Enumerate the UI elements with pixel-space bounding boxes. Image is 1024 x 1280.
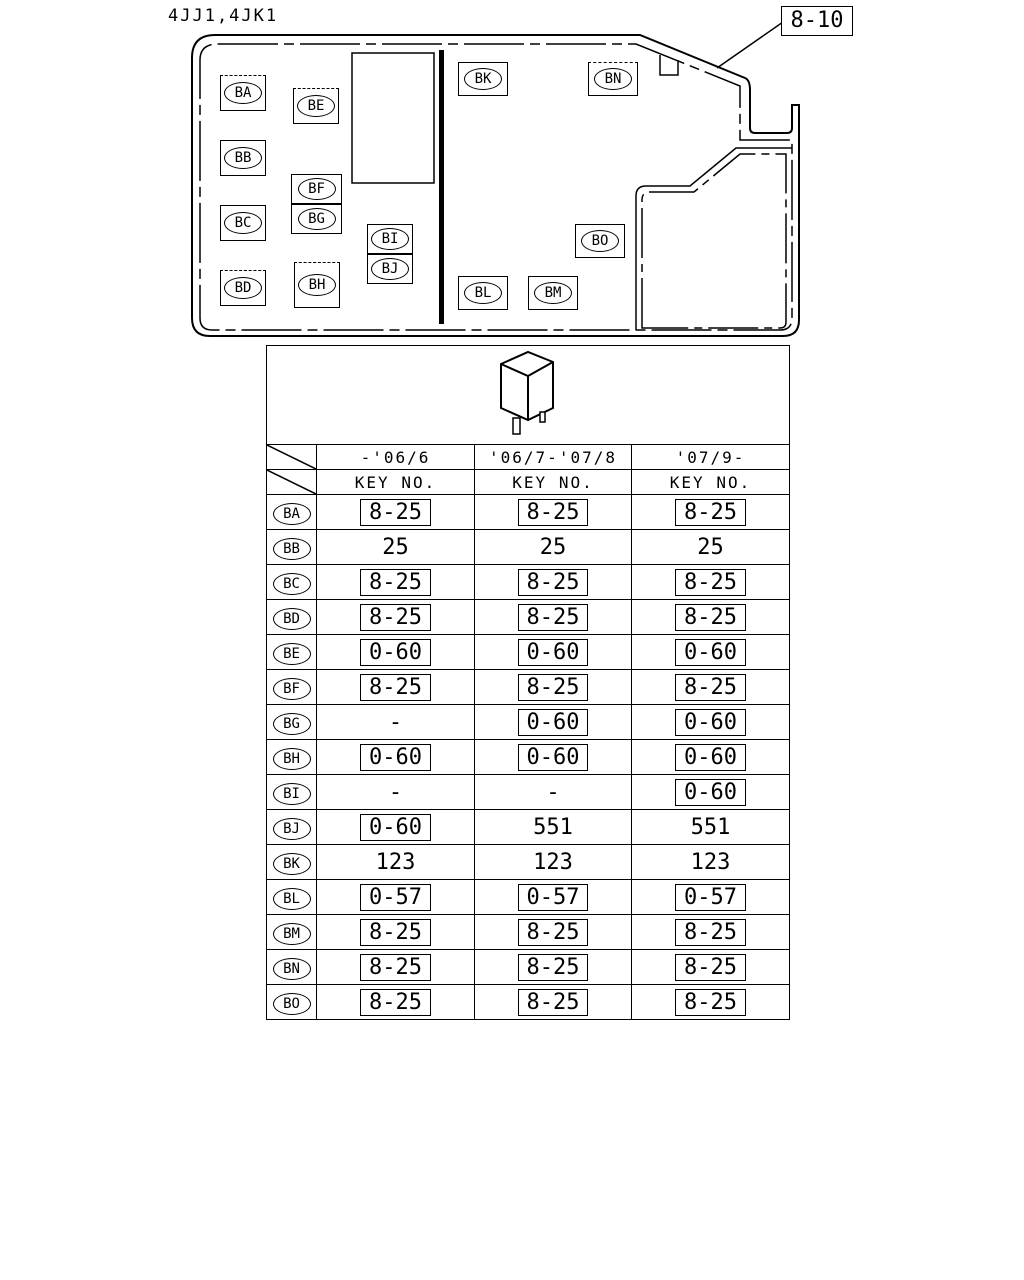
relay-slot-ba [220, 75, 266, 111]
table-row [267, 950, 790, 985]
key-number-cell [475, 810, 632, 845]
relay-illustration-row [267, 346, 790, 445]
relay-label-bk: BK [464, 68, 502, 90]
key-number-cell [317, 915, 475, 950]
table-body [267, 495, 790, 1020]
relay-slot-bh [294, 262, 340, 308]
key-number-boxed: 8-25 [360, 674, 431, 701]
key-number-cell [475, 985, 632, 1020]
key-number-boxed: 8-25 [360, 569, 431, 596]
relay-label-bi: BI [371, 228, 409, 250]
key-number: - [546, 779, 560, 805]
key-number-cell [632, 530, 790, 565]
key-number-cell [475, 530, 632, 565]
key-number-boxed: 8-25 [675, 989, 746, 1016]
key-number-cell [475, 950, 632, 985]
relay-slot-bf [291, 174, 342, 204]
key-number-cell [632, 880, 790, 915]
relay-slot-bg [291, 204, 342, 234]
key-number-cell [475, 880, 632, 915]
key-number-boxed: 8-25 [518, 499, 589, 526]
relay-slot-bm [528, 276, 578, 310]
corner-cell [267, 470, 317, 495]
key-number-boxed: 0-60 [518, 744, 589, 771]
key-number: 123 [375, 849, 416, 875]
key-number-boxed: 8-25 [675, 954, 746, 981]
corner-cell [267, 445, 317, 470]
key-number-cell [475, 635, 632, 670]
row-label-cell [267, 635, 317, 670]
relay-slot-bk [458, 62, 508, 96]
key-number-boxed: 0-60 [675, 709, 746, 736]
table-row [267, 670, 790, 705]
key-number-boxed: 0-60 [675, 639, 746, 666]
relay-label-bo: BO [581, 230, 619, 252]
row-label-cell [267, 985, 317, 1020]
diagonal-line [267, 445, 316, 469]
key-number-cell [317, 530, 475, 565]
key-number-cell [632, 565, 790, 600]
period-header: -'06/6 [317, 445, 475, 470]
key-number-boxed: 8-25 [360, 954, 431, 981]
row-relay-label: BG [273, 713, 311, 735]
row-label-cell [267, 670, 317, 705]
table-row [267, 740, 790, 775]
key-number-cell [632, 705, 790, 740]
table-row [267, 915, 790, 950]
key-number-cell [632, 635, 790, 670]
relay-slot-bn [588, 62, 638, 96]
fuse-box-outline [0, 0, 1024, 345]
key-number-cell [632, 915, 790, 950]
key-number: 123 [533, 849, 573, 875]
key-number-cell [632, 495, 790, 530]
relay-label-bl: BL [464, 282, 502, 304]
key-number-boxed: 8-25 [675, 674, 746, 701]
relay-illustration-cell [267, 346, 790, 445]
key-number-cell [317, 495, 475, 530]
key-number-cell [317, 810, 475, 845]
relay-label-be: BE [297, 95, 335, 117]
row-relay-label: BI [273, 783, 311, 805]
relay-label-bn: BN [594, 68, 632, 90]
row-label-cell [267, 810, 317, 845]
table-row [267, 985, 790, 1020]
table-row [267, 810, 790, 845]
relay-slot-bd [220, 270, 266, 306]
row-label-cell [267, 775, 317, 810]
row-relay-label: BD [273, 608, 311, 630]
relay-label-bb: BB [224, 147, 262, 169]
row-relay-label: BM [273, 923, 311, 945]
relay-slot-bj [367, 254, 413, 284]
row-relay-label: BN [273, 958, 311, 980]
key-number-boxed: 8-25 [518, 989, 589, 1016]
relay-label-bg: BG [298, 208, 336, 230]
row-relay-label: BO [273, 993, 311, 1015]
key-number-cell [632, 985, 790, 1020]
key-number-boxed: 0-60 [360, 744, 431, 771]
reference-number-box: 8-10 [781, 6, 853, 36]
table-row [267, 565, 790, 600]
key-number-boxed: 0-60 [518, 709, 589, 736]
relay-label-bd: BD [224, 277, 262, 299]
key-number: 25 [382, 534, 409, 560]
key-number-cell [475, 495, 632, 530]
table-row [267, 600, 790, 635]
period-header-row [267, 445, 790, 470]
table-row [267, 495, 790, 530]
key-number-cell [317, 985, 475, 1020]
key-number-cell [475, 670, 632, 705]
period-header: '06/7-'07/8 [475, 445, 632, 470]
row-relay-label: BA [273, 503, 311, 525]
key-number-boxed: 8-25 [360, 604, 431, 631]
key-number-boxed: 0-60 [360, 639, 431, 666]
key-number-cell [317, 600, 475, 635]
key-number-cell [475, 705, 632, 740]
key-number-boxed: 8-25 [518, 919, 589, 946]
key-number: 25 [697, 534, 724, 560]
row-label-cell [267, 950, 317, 985]
key-number-cell [632, 845, 790, 880]
relay-slot-bl [458, 276, 508, 310]
key-number-boxed: 0-60 [360, 814, 431, 841]
key-number-boxed: 8-25 [518, 604, 589, 631]
table-row [267, 635, 790, 670]
key-number-cell [475, 915, 632, 950]
key-number-cell [317, 845, 475, 880]
row-relay-label: BH [273, 748, 311, 770]
table-row [267, 775, 790, 810]
period-header: '07/9- [632, 445, 790, 470]
key-header-row [267, 470, 790, 495]
row-label-cell [267, 845, 317, 880]
key-number-cell [632, 670, 790, 705]
key-number-cell [475, 600, 632, 635]
key-number: - [388, 709, 403, 735]
key-number-cell [632, 740, 790, 775]
key-number-boxed: 8-25 [360, 989, 431, 1016]
key-number-cell [317, 565, 475, 600]
row-relay-label: BC [273, 573, 311, 595]
key-number-boxed: 0-60 [675, 744, 746, 771]
row-label-cell [267, 880, 317, 915]
row-label-cell [267, 915, 317, 950]
key-number-cell [317, 740, 475, 775]
key-number-boxed: 8-25 [675, 569, 746, 596]
key-header: KEY NO. [632, 470, 790, 495]
relay-label-ba: BA [224, 82, 262, 104]
key-number-cell [317, 775, 475, 810]
key-number-cell [632, 810, 790, 845]
key-number-boxed: 8-25 [675, 919, 746, 946]
row-label-cell [267, 740, 317, 775]
relay-slot-be [293, 88, 339, 124]
key-header: KEY NO. [317, 470, 475, 495]
key-number-cell [475, 845, 632, 880]
key-number: 123 [690, 849, 731, 875]
row-label-cell [267, 705, 317, 740]
row-relay-label: BF [273, 678, 311, 700]
relay-slot-bc [220, 205, 266, 241]
table-row [267, 705, 790, 740]
key-number-boxed: 0-57 [675, 884, 746, 911]
table-row [267, 845, 790, 880]
relay-slot-bi [367, 224, 413, 254]
key-number-cell [317, 705, 475, 740]
row-relay-label: BK [273, 853, 311, 875]
key-number-cell [475, 740, 632, 775]
key-number-cell [632, 950, 790, 985]
key-number: 25 [539, 534, 567, 560]
key-number-boxed: 0-57 [518, 884, 589, 911]
engine-model-label: 4JJ1,4JK1 [168, 6, 279, 26]
key-number-boxed: 8-25 [518, 954, 589, 981]
row-label-cell [267, 565, 317, 600]
row-relay-label: BJ [273, 818, 311, 840]
row-label-cell [267, 600, 317, 635]
row-relay-label: BE [273, 643, 311, 665]
key-number: 551 [690, 814, 731, 840]
diagonal-line [267, 470, 316, 494]
key-number-boxed: 0-60 [675, 779, 746, 806]
key-number-cell [317, 670, 475, 705]
relay-label-bf: BF [298, 178, 336, 200]
relay-label-bc: BC [224, 212, 262, 234]
key-number-boxed: 0-60 [518, 639, 589, 666]
relay-label-bh: BH [298, 274, 336, 296]
key-number-boxed: 8-25 [360, 919, 431, 946]
key-number-boxed: 8-25 [518, 569, 589, 596]
key-number-boxed: 8-25 [360, 499, 431, 526]
relay-slot-bb [220, 140, 266, 176]
table-row [267, 880, 790, 915]
relay-label-bm: BM [534, 282, 572, 304]
key-number: - [388, 779, 403, 805]
key-number-cell [317, 950, 475, 985]
row-relay-label: BL [273, 888, 311, 910]
key-number-cell [632, 775, 790, 810]
key-number-cell [632, 600, 790, 635]
relay-key-table [266, 345, 790, 1020]
key-number-boxed: 8-25 [518, 674, 589, 701]
key-number: 551 [533, 814, 573, 840]
table-row [267, 530, 790, 565]
row-label-cell [267, 530, 317, 565]
relay-slot-bo [575, 224, 625, 258]
row-relay-label: BB [273, 538, 311, 560]
key-number-cell [317, 635, 475, 670]
key-number-cell [317, 880, 475, 915]
relay-icon [493, 346, 563, 438]
relay-label-bj: BJ [371, 258, 409, 280]
key-number-cell [475, 565, 632, 600]
key-header: KEY NO. [475, 470, 632, 495]
key-number-boxed: 8-25 [675, 604, 746, 631]
row-label-cell [267, 495, 317, 530]
key-number-boxed: 8-25 [675, 499, 746, 526]
key-number-boxed: 0-57 [360, 884, 431, 911]
key-number-cell [475, 775, 632, 810]
